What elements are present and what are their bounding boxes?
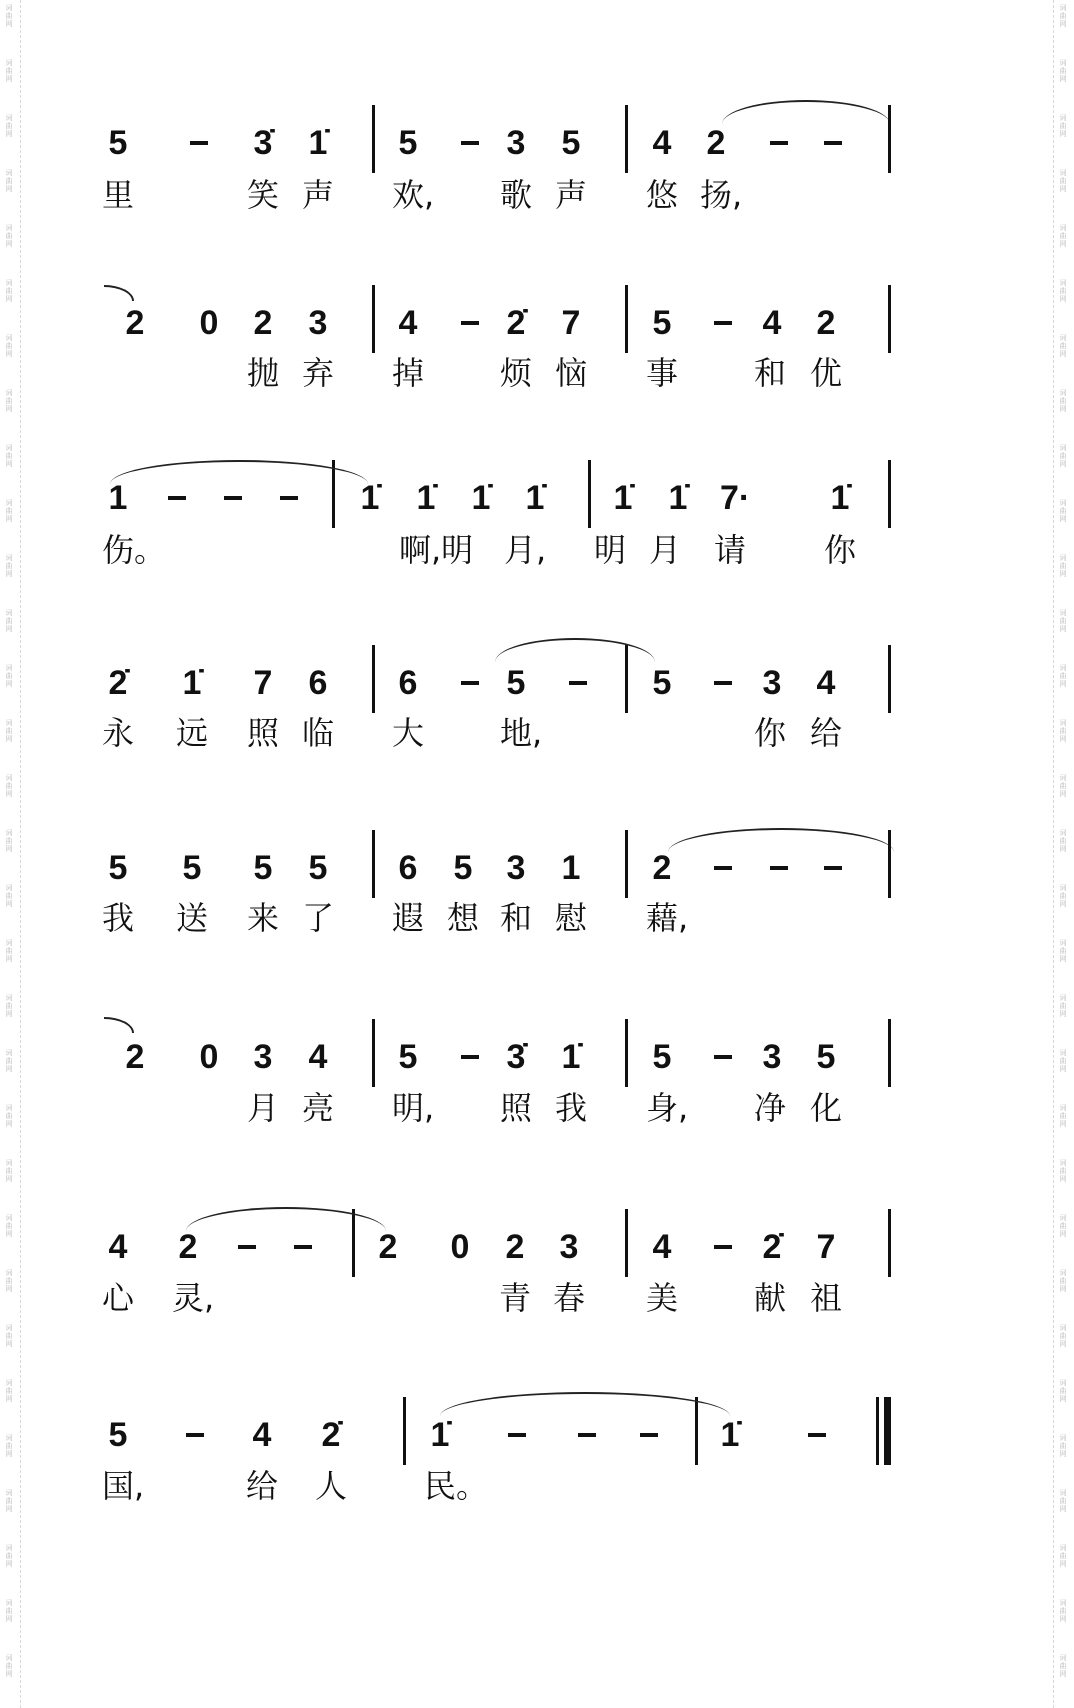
extension-dash xyxy=(224,496,242,500)
lyric-syllable: 人 xyxy=(315,1467,348,1505)
watermark-text: 词 曲 网 xyxy=(1059,1544,1067,1568)
watermark-text: 词 曲 网 xyxy=(5,664,13,688)
slur-curve xyxy=(110,460,368,484)
note: 6 xyxy=(398,664,418,702)
note: 6 xyxy=(398,849,418,887)
extension-dash xyxy=(578,1433,596,1437)
lyric-syllable: 慰 xyxy=(555,899,588,937)
watermark-text: 词 曲 网 xyxy=(5,4,13,28)
barline xyxy=(403,1397,406,1465)
watermark-text: 词 曲 网 xyxy=(5,1159,13,1183)
lyric-syllable: 心 xyxy=(102,1279,135,1317)
note: 4 xyxy=(252,1416,272,1454)
note: 1̇ xyxy=(561,1038,581,1076)
extension-dash xyxy=(824,141,842,145)
watermark-text: 词 曲 网 xyxy=(5,1379,13,1403)
lyric-syllable: 抛 xyxy=(247,354,280,392)
watermark-text: 词 曲 网 xyxy=(1059,1159,1067,1183)
barline xyxy=(372,105,375,173)
watermark-text: 词 曲 网 xyxy=(1059,719,1067,743)
note: 1 xyxy=(108,479,128,517)
lyric-syllable: 身, xyxy=(646,1089,689,1127)
slur-curve xyxy=(668,828,894,852)
note: 7 xyxy=(253,664,273,702)
watermark-text: 词 曲 网 xyxy=(1059,1599,1067,1623)
note: 3 xyxy=(253,1038,273,1076)
lyric-syllable: 祖 xyxy=(810,1279,843,1317)
watermark-text: 词 曲 网 xyxy=(5,1654,13,1678)
extension-dash xyxy=(714,681,732,685)
lyric-syllable: 临 xyxy=(302,714,335,752)
note: 3 xyxy=(308,304,328,342)
note: 2 xyxy=(125,1038,145,1076)
extension-dash xyxy=(294,1245,312,1249)
extension-dash xyxy=(461,681,479,685)
lyric-syllable: 我 xyxy=(102,899,135,937)
note: 5 xyxy=(108,124,128,162)
note: 0 xyxy=(199,1038,219,1076)
note: 1̇ xyxy=(613,479,633,517)
lyric-syllable: 送 xyxy=(176,899,209,937)
note: 3̇ xyxy=(253,124,273,162)
lyric-syllable: 你 xyxy=(754,714,787,752)
watermark-text: 词 曲 网 xyxy=(5,499,13,523)
lyric-syllable: 悠 xyxy=(646,176,679,214)
watermark-text: 词 曲 网 xyxy=(5,169,13,193)
watermark-text: 词 曲 网 xyxy=(1059,1654,1067,1678)
lyric-syllable: 歌 xyxy=(500,176,533,214)
note: 3 xyxy=(762,1038,782,1076)
note: 1̇ xyxy=(360,479,380,517)
extension-dash xyxy=(808,1433,826,1437)
note: 2̇ xyxy=(762,1228,782,1266)
note: 2 xyxy=(178,1228,198,1266)
watermark-text: 词 曲 网 xyxy=(1059,334,1067,358)
watermark-text: 词 曲 网 xyxy=(5,1599,13,1623)
extension-dash xyxy=(824,866,842,870)
lyric-syllable: 青 xyxy=(499,1279,532,1317)
lyric-syllable: 月 xyxy=(649,531,682,569)
barline xyxy=(888,460,891,528)
watermark-text: 词 曲 网 xyxy=(5,994,13,1018)
extension-dash xyxy=(461,321,479,325)
watermark-text: 词 曲 网 xyxy=(5,1269,13,1293)
watermark-text: 词 曲 网 xyxy=(5,224,13,248)
tie-continuation xyxy=(104,285,134,301)
note: 2 xyxy=(505,1228,525,1266)
barline xyxy=(372,1019,375,1087)
barline xyxy=(588,460,591,528)
watermark-text: 词 曲 网 xyxy=(5,334,13,358)
note: 3 xyxy=(506,124,526,162)
note: 5 xyxy=(652,664,672,702)
lyric-syllable: 来 xyxy=(247,899,280,937)
watermark-text: 词 曲 网 xyxy=(1059,59,1067,83)
note: 5 xyxy=(453,849,473,887)
note: 7 xyxy=(561,304,581,342)
watermark-text: 词 曲 网 xyxy=(1059,829,1067,853)
note: 4 xyxy=(762,304,782,342)
tie-continuation xyxy=(104,1017,134,1033)
note: 5 xyxy=(398,124,418,162)
watermark-text: 词 曲 网 xyxy=(1059,1324,1067,1348)
watermark-text: 词 曲 网 xyxy=(1059,939,1067,963)
extension-dash xyxy=(238,1245,256,1249)
extension-dash xyxy=(714,1055,732,1059)
lyric-syllable: 和 xyxy=(754,354,787,392)
lyric-syllable: 想 xyxy=(447,899,480,937)
lyric-syllable: 笑 xyxy=(247,176,280,214)
extension-dash xyxy=(770,866,788,870)
lyric-syllable: 恼 xyxy=(555,354,588,392)
extension-dash xyxy=(640,1433,658,1437)
note: 1̇ xyxy=(430,1416,450,1454)
note: 5 xyxy=(253,849,273,887)
watermark-text: 词 曲 网 xyxy=(1059,389,1067,413)
extension-dash xyxy=(190,141,208,145)
note: 1 xyxy=(561,849,581,887)
watermark-text: 词 曲 网 xyxy=(1059,1049,1067,1073)
barline xyxy=(625,830,628,898)
note: 5 xyxy=(652,1038,672,1076)
watermark-text: 词 曲 网 xyxy=(5,1434,13,1458)
lyric-syllable: 美 xyxy=(646,1279,679,1317)
watermark-text: 词 曲 网 xyxy=(1059,1269,1067,1293)
lyric-syllable: 明 xyxy=(594,531,627,569)
note: 2 xyxy=(125,304,145,342)
barline xyxy=(372,285,375,353)
watermark-text: 词 曲 网 xyxy=(1059,499,1067,523)
watermark-text: 词 曲 网 xyxy=(5,114,13,138)
lyric-syllable: 民。 xyxy=(424,1467,489,1505)
lyric-syllable: 掉 xyxy=(392,354,425,392)
barline xyxy=(888,105,891,173)
note: 4 xyxy=(652,124,672,162)
watermark-text: 词 曲 网 xyxy=(5,1489,13,1513)
barline xyxy=(625,105,628,173)
extension-dash xyxy=(186,1433,204,1437)
note: 4 xyxy=(108,1228,128,1266)
barline xyxy=(888,285,891,353)
lyric-syllable: 净 xyxy=(754,1089,787,1127)
note: 3 xyxy=(559,1228,579,1266)
lyric-syllable: 远 xyxy=(176,714,209,752)
watermark-text: 词 曲 网 xyxy=(5,279,13,303)
lyric-syllable: 啊,明 xyxy=(399,531,474,569)
extension-dash xyxy=(569,681,587,685)
barline xyxy=(625,1209,628,1277)
extension-dash xyxy=(461,141,479,145)
lyric-syllable: 给 xyxy=(810,714,843,752)
watermark-text: 词 曲 网 xyxy=(1059,884,1067,908)
lyric-syllable: 化 xyxy=(810,1089,843,1127)
lyric-syllable: 地, xyxy=(500,714,543,752)
lyric-syllable: 扬, xyxy=(700,176,743,214)
watermark-text: 词 曲 网 xyxy=(1059,444,1067,468)
lyric-syllable: 请 xyxy=(714,531,747,569)
lyric-syllable: 照 xyxy=(500,1089,533,1127)
extension-dash xyxy=(770,141,788,145)
final-barline-thin xyxy=(876,1397,879,1465)
barline xyxy=(625,1019,628,1087)
watermark-text: 词 曲 网 xyxy=(1059,609,1067,633)
note: 1̇ xyxy=(416,479,436,517)
lyric-syllable: 月, xyxy=(504,531,547,569)
watermark-text: 词 曲 网 xyxy=(1059,4,1067,28)
lyric-syllable: 声 xyxy=(302,176,335,214)
lyric-syllable: 灵, xyxy=(172,1279,215,1317)
lyric-syllable: 烦 xyxy=(500,354,533,392)
barline xyxy=(888,1209,891,1277)
watermark-text: 词 曲 网 xyxy=(1059,224,1067,248)
lyric-syllable: 我 xyxy=(555,1089,588,1127)
watermark-text: 词 曲 网 xyxy=(5,609,13,633)
watermark-text: 词 曲 网 xyxy=(5,1324,13,1348)
lyric-syllable: 亮 xyxy=(302,1089,335,1127)
lyric-syllable: 给 xyxy=(246,1467,279,1505)
slur-curve xyxy=(186,1207,386,1231)
lyric-syllable: 声 xyxy=(555,176,588,214)
note: 5 xyxy=(182,849,202,887)
note: 2 xyxy=(652,849,672,887)
lyric-syllable: 献 xyxy=(754,1279,787,1317)
note: 2 xyxy=(706,124,726,162)
note: 6 xyxy=(308,664,328,702)
note: 2 xyxy=(253,304,273,342)
watermark-text: 词 曲 网 xyxy=(1059,774,1067,798)
note: 1̇ xyxy=(830,479,850,517)
watermark-text: 词 曲 网 xyxy=(5,1104,13,1128)
note: 2̇ xyxy=(506,304,526,342)
extension-dash xyxy=(714,321,732,325)
final-barline xyxy=(884,1397,891,1465)
lyric-syllable: 和 xyxy=(500,899,533,937)
watermark-text: 词 曲 网 xyxy=(5,884,13,908)
note: 3 xyxy=(506,849,526,887)
note: 7 xyxy=(816,1228,836,1266)
note: 2̇ xyxy=(108,664,128,702)
note: 4 xyxy=(308,1038,328,1076)
extension-dash xyxy=(461,1055,479,1059)
slur-curve xyxy=(495,638,655,662)
note: 3 xyxy=(762,664,782,702)
slur-curve xyxy=(722,100,890,124)
lyric-syllable: 藉, xyxy=(646,899,689,937)
barline xyxy=(888,1019,891,1087)
note: 1̇ xyxy=(471,479,491,517)
note: 5 xyxy=(108,1416,128,1454)
barline xyxy=(372,830,375,898)
note: 5 xyxy=(652,304,672,342)
extension-dash xyxy=(168,496,186,500)
note: 4 xyxy=(816,664,836,702)
watermark-text: 词 曲 网 xyxy=(5,1214,13,1238)
watermark-text: 词 曲 网 xyxy=(1059,169,1067,193)
watermark-text: 词 曲 网 xyxy=(1059,1379,1067,1403)
note: 5 xyxy=(308,849,328,887)
note: 0 xyxy=(450,1228,470,1266)
watermark-text: 词 曲 网 xyxy=(5,1049,13,1073)
note: 1̇ xyxy=(308,124,328,162)
watermark-text: 词 曲 网 xyxy=(1059,1489,1067,1513)
lyric-syllable: 照 xyxy=(247,714,280,752)
watermark-text: 词 曲 网 xyxy=(5,774,13,798)
barline xyxy=(625,285,628,353)
watermark-text: 词 曲 网 xyxy=(5,1544,13,1568)
note: 2 xyxy=(816,304,836,342)
note: 1̇ xyxy=(525,479,545,517)
watermark-text: 词 曲 网 xyxy=(1059,994,1067,1018)
watermark-text: 词 曲 网 xyxy=(1059,279,1067,303)
slur-curve xyxy=(440,1392,730,1416)
note: 0 xyxy=(199,304,219,342)
note: 7· xyxy=(720,479,751,517)
watermark-text: 词 曲 网 xyxy=(1059,1104,1067,1128)
note: 5 xyxy=(398,1038,418,1076)
note: 1̇ xyxy=(182,664,202,702)
watermark-text: 词 曲 网 xyxy=(5,554,13,578)
lyric-syllable: 弃 xyxy=(302,354,335,392)
extension-dash xyxy=(508,1433,526,1437)
note: 5 xyxy=(561,124,581,162)
lyric-syllable: 明, xyxy=(392,1089,435,1127)
lyric-syllable: 遐 xyxy=(392,899,425,937)
lyric-syllable: 事 xyxy=(646,354,679,392)
lyric-syllable: 春 xyxy=(553,1279,586,1317)
lyric-syllable: 优 xyxy=(810,354,843,392)
watermark-text: 词 曲 网 xyxy=(1059,1214,1067,1238)
note: 4 xyxy=(398,304,418,342)
lyric-syllable: 国, xyxy=(102,1467,145,1505)
note: 5 xyxy=(108,849,128,887)
note: 5 xyxy=(506,664,526,702)
note: 1̇ xyxy=(720,1416,740,1454)
note: 2 xyxy=(378,1228,398,1266)
lyric-syllable: 月 xyxy=(247,1089,280,1127)
barline xyxy=(372,645,375,713)
note: 3̇ xyxy=(506,1038,526,1076)
barline xyxy=(888,830,891,898)
watermark-text: 词 曲 网 xyxy=(5,59,13,83)
watermark-text: 词 曲 网 xyxy=(5,389,13,413)
watermark-text: 词 曲 网 xyxy=(1059,114,1067,138)
watermark-text: 词 曲 网 xyxy=(5,719,13,743)
extension-dash xyxy=(714,866,732,870)
lyric-syllable: 欢, xyxy=(392,176,435,214)
extension-dash xyxy=(714,1245,732,1249)
note: 5 xyxy=(816,1038,836,1076)
note: 1̇ xyxy=(668,479,688,517)
watermark-text: 词 曲 网 xyxy=(5,829,13,853)
watermark-text: 词 曲 网 xyxy=(1059,1434,1067,1458)
lyric-syllable: 永 xyxy=(102,714,135,752)
watermark-text: 词 曲 网 xyxy=(1059,554,1067,578)
lyric-syllable: 伤。 xyxy=(102,531,167,569)
lyric-syllable: 里 xyxy=(102,176,135,214)
watermark-text: 词 曲 网 xyxy=(1059,664,1067,688)
note: 2̇ xyxy=(321,1416,341,1454)
lyric-syllable: 了 xyxy=(302,899,335,937)
barline xyxy=(888,645,891,713)
watermark-text: 词 曲 网 xyxy=(5,939,13,963)
lyric-syllable: 你 xyxy=(824,531,857,569)
extension-dash xyxy=(280,496,298,500)
watermark-text: 词 曲 网 xyxy=(5,444,13,468)
lyric-syllable: 大 xyxy=(392,714,425,752)
note: 4 xyxy=(652,1228,672,1266)
